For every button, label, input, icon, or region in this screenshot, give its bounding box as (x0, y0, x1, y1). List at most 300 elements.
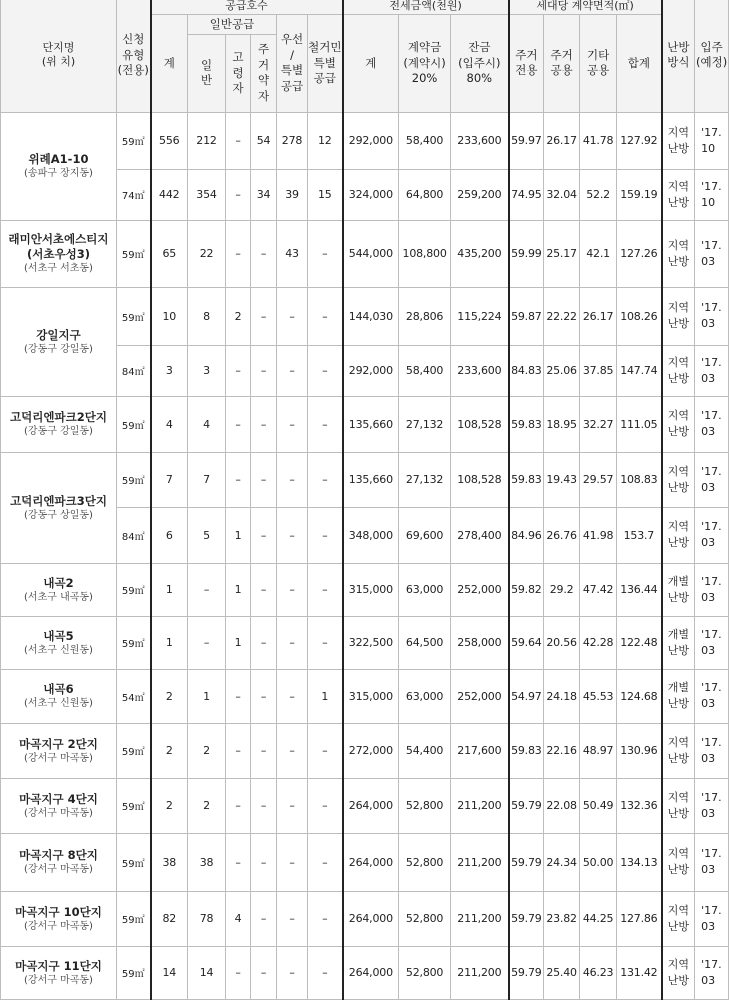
movein-cell: '17. 03 (695, 396, 729, 452)
sum-cell: 159.19 (617, 169, 662, 220)
contract-cell: 69,600 (399, 507, 451, 563)
apply-type-cell: 84㎡ (117, 345, 151, 396)
contract-cell: 63,000 (399, 669, 451, 723)
common-cell: 26.76 (544, 507, 580, 563)
sum-cell: 136.44 (617, 563, 662, 616)
header-area-exclusive: 주거 전용 (509, 14, 544, 112)
sum-cell: 127.26 (617, 220, 662, 287)
table-row (1, 616, 729, 669)
apply-type-cell: 54㎡ (117, 669, 151, 723)
heating-cell: 지역 난방 (662, 169, 695, 220)
complex-name: 내곡2 (43, 575, 74, 590)
common-cell: 25.17 (544, 220, 580, 287)
balance-cell: 115,224 (451, 287, 509, 345)
complex-name: 내곡5 (43, 628, 74, 643)
table-row (1, 452, 729, 507)
vulnerable-cell: – (251, 946, 277, 999)
general-cell: 22 (188, 220, 226, 287)
complex-location: (서초구 서초동) (24, 263, 93, 275)
header-supply-group: 공급호수 (151, 0, 343, 14)
apply-type-cell: 59㎡ (117, 616, 151, 669)
excl-cell: 54.97 (509, 669, 544, 723)
general-cell: – (188, 563, 226, 616)
vulnerable-cell: – (251, 778, 277, 833)
complex-name-cell (1, 287, 117, 396)
vulnerable-cell: – (251, 669, 277, 723)
table-row (1, 563, 729, 616)
heating-cell: 지역 난방 (662, 723, 695, 778)
contract-cell: 64,800 (399, 169, 451, 220)
priority-cell: – (277, 452, 308, 507)
priority-cell: – (277, 723, 308, 778)
deposit-cell: 272,000 (343, 723, 399, 778)
header-balance: 잔금 (입주시) 80% (451, 14, 509, 112)
deposit-cell: 544,000 (343, 220, 399, 287)
demolish-cell: – (308, 616, 343, 669)
contract-cell: 64,500 (399, 616, 451, 669)
sum-cell: 111.05 (617, 396, 662, 452)
elderly-cell: 1 (226, 507, 251, 563)
vulnerable-cell: – (251, 507, 277, 563)
sum-cell: 130.96 (617, 723, 662, 778)
excl-cell: 84.83 (509, 345, 544, 396)
vulnerable-cell: 34 (251, 169, 277, 220)
excl-cell: 59.79 (509, 891, 544, 946)
total-cell: 6 (151, 507, 188, 563)
complex-name: 마곡지구 4단지 (19, 791, 98, 806)
heating-cell: 지역 난방 (662, 778, 695, 833)
header-deposit-total: 계 (343, 14, 399, 112)
general-cell: 2 (188, 723, 226, 778)
complex-name-cell (1, 669, 117, 723)
balance-cell: 233,600 (451, 345, 509, 396)
balance-cell: 211,200 (451, 833, 509, 891)
elderly-cell: – (226, 946, 251, 999)
priority-cell: 278 (277, 112, 308, 169)
total-cell: 1 (151, 616, 188, 669)
elderly-cell: – (226, 112, 251, 169)
apply-type-cell: 74㎡ (117, 169, 151, 220)
apply-type-cell: 59㎡ (117, 946, 151, 999)
vulnerable-cell: – (251, 891, 277, 946)
contract-cell: 52,800 (399, 891, 451, 946)
elderly-cell: – (226, 833, 251, 891)
general-cell: 212 (188, 112, 226, 169)
header-area-sum: 합계 (617, 14, 662, 112)
deposit-cell: 315,000 (343, 563, 399, 616)
complex-name: 래미안서초에스티지 (8, 232, 109, 247)
priority-cell: – (277, 287, 308, 345)
deposit-cell: 292,000 (343, 345, 399, 396)
movein-cell: '17. 03 (695, 778, 729, 833)
demolish-cell: – (308, 778, 343, 833)
sum-cell: 127.86 (617, 891, 662, 946)
general-cell: 5 (188, 507, 226, 563)
balance-cell: 211,200 (451, 891, 509, 946)
sum-cell: 122.48 (617, 616, 662, 669)
contract-cell: 58,400 (399, 112, 451, 169)
total-cell: 38 (151, 833, 188, 891)
balance-cell: 278,400 (451, 507, 509, 563)
excl-cell: 59.79 (509, 946, 544, 999)
heating-cell: 개별 난방 (662, 616, 695, 669)
complex-name-cell (1, 946, 117, 999)
header-general-group: 일반공급 (188, 14, 277, 34)
total-cell: 556 (151, 112, 188, 169)
complex-name: 강일지구 (36, 327, 81, 342)
complex-name-sub: (서초우성3) (27, 247, 90, 262)
total-cell: 2 (151, 669, 188, 723)
balance-cell: 217,600 (451, 723, 509, 778)
balance-cell: 108,528 (451, 452, 509, 507)
complex-name-cell (1, 616, 117, 669)
heating-cell: 지역 난방 (662, 507, 695, 563)
demolish-cell: – (308, 287, 343, 345)
elderly-cell: 1 (226, 563, 251, 616)
excl-cell: 59.79 (509, 778, 544, 833)
deposit-cell: 135,660 (343, 396, 399, 452)
other-cell: 42.28 (580, 616, 617, 669)
complex-name: 위례A1-10 (28, 152, 89, 167)
vulnerable-cell: – (251, 452, 277, 507)
complex-name: 마곡지구 2단지 (19, 736, 98, 751)
apply-type-cell: 59㎡ (117, 220, 151, 287)
demolish-cell: 1 (308, 669, 343, 723)
excl-cell: 59.87 (509, 287, 544, 345)
header-complex-name: 단지명 (위 치) (1, 0, 117, 112)
deposit-cell: 135,660 (343, 452, 399, 507)
common-cell: 22.08 (544, 778, 580, 833)
header-priority: 우선 / 특별 공급 (277, 14, 308, 112)
general-cell: 354 (188, 169, 226, 220)
general-cell: 8 (188, 287, 226, 345)
deposit-cell: 264,000 (343, 891, 399, 946)
vulnerable-cell: – (251, 563, 277, 616)
other-cell: 46.23 (580, 946, 617, 999)
sum-cell: 127.92 (617, 112, 662, 169)
other-cell: 42.1 (580, 220, 617, 287)
total-cell: 10 (151, 287, 188, 345)
complex-name-cell (1, 833, 117, 891)
table-row (1, 833, 729, 891)
apply-type-cell: 59㎡ (117, 452, 151, 507)
table-row (1, 396, 729, 452)
sum-cell: 134.13 (617, 833, 662, 891)
contract-cell: 63,000 (399, 563, 451, 616)
contract-cell: 52,800 (399, 833, 451, 891)
table-row (1, 723, 729, 778)
general-cell: 2 (188, 778, 226, 833)
other-cell: 37.85 (580, 345, 617, 396)
heating-cell: 지역 난방 (662, 220, 695, 287)
vulnerable-cell: – (251, 616, 277, 669)
heating-cell: 지역 난방 (662, 287, 695, 345)
other-cell: 45.53 (580, 669, 617, 723)
general-cell: 1 (188, 669, 226, 723)
movein-cell: '17. 03 (695, 669, 729, 723)
contract-cell: 27,132 (399, 396, 451, 452)
priority-cell: 43 (277, 220, 308, 287)
table-row (1, 112, 729, 169)
total-cell: 3 (151, 345, 188, 396)
sum-cell: 108.26 (617, 287, 662, 345)
complex-name: 마곡지구 11단지 (15, 958, 102, 973)
complex-location: (강서구 마곡동) (24, 974, 93, 986)
movein-cell: '17. 03 (695, 345, 729, 396)
other-cell: 44.25 (580, 891, 617, 946)
other-cell: 50.00 (580, 833, 617, 891)
total-cell: 2 (151, 723, 188, 778)
complex-name: 고덕리엔파크2단지 (10, 410, 107, 425)
common-cell: 20.56 (544, 616, 580, 669)
other-cell: 41.78 (580, 112, 617, 169)
total-cell: 2 (151, 778, 188, 833)
elderly-cell: – (226, 345, 251, 396)
vulnerable-cell: – (251, 396, 277, 452)
header-area-other: 기타 공용 (580, 14, 617, 112)
complex-name: 마곡지구 10단지 (15, 904, 102, 919)
movein-cell: '17. 03 (695, 723, 729, 778)
other-cell: 48.97 (580, 723, 617, 778)
common-cell: 25.40 (544, 946, 580, 999)
excl-cell: 59.64 (509, 616, 544, 669)
movein-cell: '17. 03 (695, 507, 729, 563)
elderly-cell: – (226, 396, 251, 452)
other-cell: 26.17 (580, 287, 617, 345)
elderly-cell: – (226, 452, 251, 507)
complex-location: (강동구 강일동) (24, 343, 93, 355)
total-cell: 1 (151, 563, 188, 616)
heating-cell: 지역 난방 (662, 396, 695, 452)
movein-cell: '17. 03 (695, 833, 729, 891)
general-cell: 78 (188, 891, 226, 946)
excl-cell: 59.83 (509, 452, 544, 507)
header-vulnerable: 주거약자 (251, 34, 277, 112)
complex-location: (서초구 내곡동) (24, 591, 93, 603)
complex-name-cell (1, 112, 117, 220)
common-cell: 22.22 (544, 287, 580, 345)
contract-cell: 108,800 (399, 220, 451, 287)
contract-cell: 58,400 (399, 345, 451, 396)
excl-cell: 59.82 (509, 563, 544, 616)
sum-cell: 131.42 (617, 946, 662, 999)
movein-cell: '17. 03 (695, 946, 729, 999)
excl-cell: 59.97 (509, 112, 544, 169)
priority-cell: – (277, 396, 308, 452)
other-cell: 41.98 (580, 507, 617, 563)
deposit-cell: 264,000 (343, 833, 399, 891)
table-row (1, 669, 729, 723)
elderly-cell: 1 (226, 616, 251, 669)
balance-cell: 108,528 (451, 396, 509, 452)
common-cell: 32.04 (544, 169, 580, 220)
common-cell: 26.17 (544, 112, 580, 169)
apply-type-cell: 59㎡ (117, 723, 151, 778)
table-row (1, 946, 729, 999)
header-total: 계 (151, 14, 188, 112)
complex-location: (서초구 신원동) (24, 644, 93, 656)
deposit-cell: 264,000 (343, 946, 399, 999)
demolish-cell: – (308, 723, 343, 778)
demolish-cell: – (308, 220, 343, 287)
demolish-cell: – (308, 452, 343, 507)
excl-cell: 59.99 (509, 220, 544, 287)
elderly-cell: – (226, 723, 251, 778)
deposit-cell: 292,000 (343, 112, 399, 169)
other-cell: 29.57 (580, 452, 617, 507)
total-cell: 442 (151, 169, 188, 220)
heating-cell: 지역 난방 (662, 833, 695, 891)
heating-cell: 지역 난방 (662, 946, 695, 999)
deposit-cell: 324,000 (343, 169, 399, 220)
common-cell: 29.2 (544, 563, 580, 616)
demolish-cell: – (308, 946, 343, 999)
contract-cell: 54,400 (399, 723, 451, 778)
apply-type-cell: 59㎡ (117, 563, 151, 616)
elderly-cell: – (226, 220, 251, 287)
excl-cell: 59.83 (509, 396, 544, 452)
balance-cell: 258,000 (451, 616, 509, 669)
common-cell: 19.43 (544, 452, 580, 507)
priority-cell: 39 (277, 169, 308, 220)
total-cell: 4 (151, 396, 188, 452)
complex-name-cell (1, 563, 117, 616)
general-cell: – (188, 616, 226, 669)
other-cell: 47.42 (580, 563, 617, 616)
table-header (1, 0, 729, 112)
movein-cell: '17. 03 (695, 616, 729, 669)
total-cell: 7 (151, 452, 188, 507)
general-cell: 4 (188, 396, 226, 452)
sum-cell: 132.36 (617, 778, 662, 833)
elderly-cell: – (226, 169, 251, 220)
heating-cell: 개별 난방 (662, 669, 695, 723)
priority-cell: – (277, 616, 308, 669)
priority-cell: – (277, 507, 308, 563)
complex-name-cell (1, 891, 117, 946)
header-general: 일반 (188, 34, 226, 112)
other-cell: 32.27 (580, 396, 617, 452)
vulnerable-cell: – (251, 723, 277, 778)
heating-cell: 지역 난방 (662, 112, 695, 169)
header-elderly: 고령자 (226, 34, 251, 112)
complex-name-cell (1, 778, 117, 833)
other-cell: 52.2 (580, 169, 617, 220)
table-row (1, 287, 729, 345)
deposit-cell: 264,000 (343, 778, 399, 833)
table-row (1, 220, 729, 287)
demolish-cell: – (308, 833, 343, 891)
general-cell: 38 (188, 833, 226, 891)
balance-cell: 211,200 (451, 778, 509, 833)
movein-cell: '17. 10 (695, 112, 729, 169)
sum-cell: 108.83 (617, 452, 662, 507)
header-heating: 난방 방식 (662, 0, 695, 112)
apply-type-cell: 59㎡ (117, 891, 151, 946)
demolish-cell: 15 (308, 169, 343, 220)
sum-cell: 147.74 (617, 345, 662, 396)
elderly-cell: 2 (226, 287, 251, 345)
heating-cell: 지역 난방 (662, 891, 695, 946)
sum-cell: 153.7 (617, 507, 662, 563)
table-row (1, 778, 729, 833)
total-cell: 65 (151, 220, 188, 287)
elderly-cell: – (226, 778, 251, 833)
movein-cell: '17. 03 (695, 891, 729, 946)
deposit-cell: 348,000 (343, 507, 399, 563)
balance-cell: 252,000 (451, 563, 509, 616)
balance-cell: 435,200 (451, 220, 509, 287)
header-apply-type: 신청 유형 (전용) (117, 0, 151, 112)
total-cell: 82 (151, 891, 188, 946)
complex-location: (강서구 마곡동) (24, 864, 93, 876)
elderly-cell: – (226, 669, 251, 723)
heating-cell: 지역 난방 (662, 345, 695, 396)
heating-cell: 지역 난방 (662, 452, 695, 507)
apply-type-cell: 59㎡ (117, 287, 151, 345)
movein-cell: '17. 03 (695, 287, 729, 345)
complex-location: (송파구 장지동) (24, 168, 93, 180)
demolish-cell: – (308, 891, 343, 946)
deposit-cell: 315,000 (343, 669, 399, 723)
vulnerable-cell: – (251, 345, 277, 396)
excl-cell: 74.95 (509, 169, 544, 220)
apply-type-cell: 84㎡ (117, 507, 151, 563)
movein-cell: '17. 03 (695, 220, 729, 287)
demolish-cell: 12 (308, 112, 343, 169)
movein-cell: '17. 03 (695, 563, 729, 616)
general-cell: 3 (188, 345, 226, 396)
contract-cell: 52,800 (399, 778, 451, 833)
complex-location: (강서구 마곡동) (24, 920, 93, 932)
complex-location: (강동구 강일동) (24, 426, 93, 438)
heating-cell: 개별 난방 (662, 563, 695, 616)
deposit-cell: 144,030 (343, 287, 399, 345)
apply-type-cell: 59㎡ (117, 396, 151, 452)
priority-cell: – (277, 946, 308, 999)
priority-cell: – (277, 563, 308, 616)
vulnerable-cell: – (251, 287, 277, 345)
priority-cell: – (277, 669, 308, 723)
priority-cell: – (277, 778, 308, 833)
common-cell: 25.06 (544, 345, 580, 396)
general-cell: 14 (188, 946, 226, 999)
table-row (1, 891, 729, 946)
balance-cell: 259,200 (451, 169, 509, 220)
deposit-cell: 322,500 (343, 616, 399, 669)
header-movein: 입주 (예정) (695, 0, 729, 112)
priority-cell: – (277, 345, 308, 396)
excl-cell: 59.79 (509, 833, 544, 891)
complex-name-cell (1, 723, 117, 778)
sum-cell: 124.68 (617, 669, 662, 723)
excl-cell: 59.83 (509, 723, 544, 778)
common-cell: 23.82 (544, 891, 580, 946)
general-cell: 7 (188, 452, 226, 507)
complex-name-cell (1, 220, 117, 287)
contract-cell: 52,800 (399, 946, 451, 999)
vulnerable-cell: – (251, 833, 277, 891)
vulnerable-cell: 54 (251, 112, 277, 169)
header-area-common: 주거 공용 (544, 14, 580, 112)
demolish-cell: – (308, 563, 343, 616)
complex-location: (서초구 신원동) (24, 698, 93, 710)
common-cell: 24.34 (544, 833, 580, 891)
common-cell: 24.18 (544, 669, 580, 723)
header-deposit-group: 전세금액(천원) (343, 0, 509, 14)
movein-cell: '17. 03 (695, 452, 729, 507)
complex-name: 내곡6 (43, 682, 74, 697)
